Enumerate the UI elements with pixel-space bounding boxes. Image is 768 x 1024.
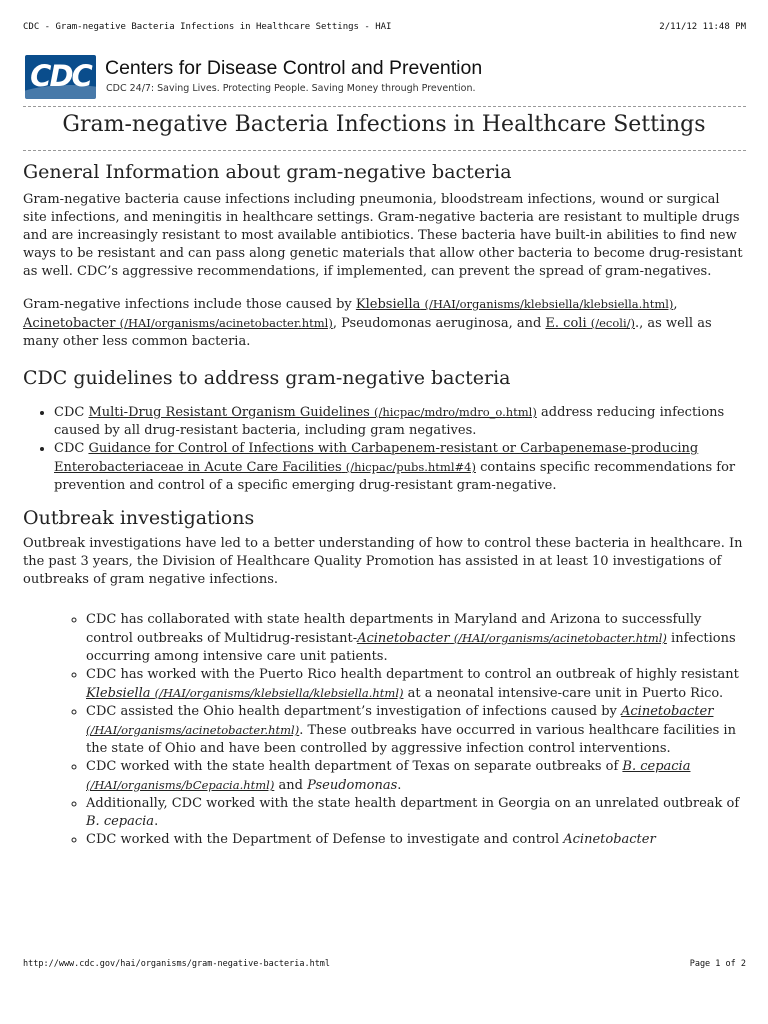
list-item bbox=[86, 795, 747, 831]
organism-name: B. cepacia bbox=[86, 814, 155, 829]
list-item bbox=[86, 666, 747, 703]
text: and bbox=[274, 778, 308, 793]
list-item bbox=[86, 703, 747, 758]
masthead bbox=[25, 53, 746, 103]
link-acinetobacter[interactable] bbox=[23, 316, 333, 331]
list-item bbox=[86, 831, 747, 849]
outbreak-intro: Outbreak investigations have led to a better understanding of how to control these bacteria in healthcare. In the past 3 years, the Division of Healthcare Quality Promotion has assisted in at least 10 investigations of outbreaks of gram negative infections. bbox=[23, 536, 743, 587]
text: contains specific recommendations for prevention and control of a specific emerging drug-resistant gram-negative. bbox=[54, 460, 736, 493]
link-text: Klebsiella bbox=[86, 686, 151, 701]
link-url: (/HAI/organisms/acinetobacter.html) bbox=[453, 631, 667, 645]
link-url: (/ecoli/) bbox=[590, 316, 635, 330]
text: at a neonatal intensive-care unit in Puerto Rico. bbox=[403, 686, 724, 701]
list-item bbox=[54, 440, 747, 495]
link-url: (/HAI/organisms/klebsiella/klebsiella.html) bbox=[154, 686, 404, 700]
link-text: B. cepacia bbox=[622, 759, 691, 774]
link-acinetobacter[interactable] bbox=[357, 631, 667, 646]
section-heading-guidelines: CDC guidelines to address gram-negative bacteria bbox=[23, 367, 511, 389]
text: . bbox=[154, 814, 159, 829]
link-text: E. coli bbox=[545, 316, 587, 331]
link-url: (/HAI/organisms/acinetobacter.html) bbox=[86, 723, 300, 737]
text: . bbox=[397, 778, 402, 793]
print-page-title: CDC - Gram-negative Bacteria Infections in Healthcare Settings - HAI bbox=[23, 22, 392, 32]
text: CDC worked with the state health department of Texas on separate outbreaks of bbox=[86, 759, 623, 774]
guidelines-list bbox=[23, 403, 747, 495]
text: address reducing infections caused by all drug-resistant bacteria, including gram negatives. bbox=[54, 405, 725, 438]
organism-name: Acinetobacter bbox=[563, 832, 656, 847]
link-text: Klebsiella bbox=[355, 297, 421, 312]
list-item bbox=[54, 403, 747, 440]
text: CDC bbox=[54, 405, 89, 420]
link-text: Acinetobacter bbox=[621, 704, 714, 719]
link-url: (/hicpac/pubs.html#4) bbox=[345, 460, 476, 474]
text: CDC bbox=[54, 441, 89, 456]
list-item bbox=[86, 758, 747, 795]
print-footer bbox=[23, 959, 746, 969]
section-heading-general: General Information about gram-negative bacteria bbox=[23, 161, 512, 183]
general-paragraph-1: Gram-negative bacteria cause infections including pneumonia, bloodstream infections, wound or surgical site infections, and meningitis in healthcare settings. Gram-negative bacteria are resistant to multiple drugs and are increasingly resistant to most available antibiotics. These bacteria have built-in abilities to find new ways to be resistant and can pass along genetic materials that allow other bacteria to become drug-resistant as well. CDC’s aggressive recommendations, if implemented, can prevent the spread of gram-negatives. bbox=[23, 192, 743, 279]
page-title: Gram-negative Bacteria Infections in Healthcare Settings bbox=[62, 112, 706, 137]
page-number: Page 1 of 2 bbox=[689, 959, 746, 969]
cdc-logo[interactable] bbox=[25, 55, 96, 99]
text: infections occurring among intensive care unit patients. bbox=[86, 631, 736, 664]
link-url: (/hicpac/mdro/mdro_o.html) bbox=[373, 405, 537, 419]
link-url: (/HAI/organisms/klebsiella/klebsiella.html) bbox=[424, 297, 674, 311]
print-url: http://www.cdc.gov/hai/organisms/gram-negative-bacteria.html bbox=[23, 959, 331, 969]
link-url: (/HAI/organisms/acinetobacter.html) bbox=[119, 316, 333, 330]
print-header bbox=[23, 22, 746, 32]
text: Additionally, CDC worked with the state health department in Georgia on an unrelated outbreak of bbox=[86, 796, 740, 811]
text: ., as well as many other less common bacteria. bbox=[23, 316, 712, 349]
main-content bbox=[23, 155, 747, 849]
text: CDC assisted the Ohio health department’s investigation of infections caused by bbox=[86, 704, 621, 719]
list-item bbox=[86, 611, 747, 666]
section-heading-outbreak: Outbreak investigations bbox=[23, 507, 255, 529]
link-mdro-guidelines[interactable] bbox=[88, 405, 536, 420]
link-ecoli[interactable] bbox=[545, 316, 635, 331]
link-text: Acinetobacter bbox=[23, 316, 116, 331]
print-datetime: 2/11/12 11:48 PM bbox=[659, 22, 746, 32]
text: . These outbreaks have occurred in various healthcare facilities in the state of Ohio and have been controlled by aggressive infection control interventions. bbox=[86, 723, 736, 756]
text: CDC has collaborated with state health departments in Maryland and Arizona to successfully control outbreaks of Multidrug-resistant- bbox=[86, 612, 702, 646]
text: CDC worked with the Department of Defense to investigate and control bbox=[86, 832, 564, 847]
link-klebsiella[interactable] bbox=[356, 297, 674, 312]
org-name[interactable]: Centers for Disease Control and Prevention bbox=[105, 57, 483, 79]
link-text: Guidance for Control of Infections with Carbapenem-resistant or Carbapenemase-producing Enterobacteriaceae in Acute Care Facilities bbox=[54, 441, 699, 475]
title-divider bbox=[23, 150, 746, 151]
text: , Pseudomonas aeruginosa, and bbox=[332, 316, 546, 331]
outbreak-list bbox=[23, 611, 747, 849]
org-tagline: CDC 24/7: Saving Lives. Protecting People. Saving Money through Prevention. bbox=[106, 83, 476, 94]
text: CDC has worked with the Puerto Rico health department to control an outbreak of highly resistant bbox=[86, 667, 739, 682]
link-klebsiella[interactable] bbox=[86, 686, 404, 701]
organism-name: Pseudomonas bbox=[307, 778, 398, 793]
general-paragraph-2 bbox=[23, 295, 747, 351]
logo-text: CDC bbox=[30, 59, 91, 93]
link-text: Multi-Drug Resistant Organism Guidelines bbox=[88, 405, 370, 420]
link-url: (/HAI/organisms/bCepacia.html) bbox=[86, 778, 275, 792]
header-divider bbox=[23, 106, 746, 107]
text: Gram-negative infections include those caused by bbox=[23, 297, 356, 312]
link-text: Acinetobacter bbox=[357, 631, 450, 646]
text: , bbox=[673, 297, 678, 312]
